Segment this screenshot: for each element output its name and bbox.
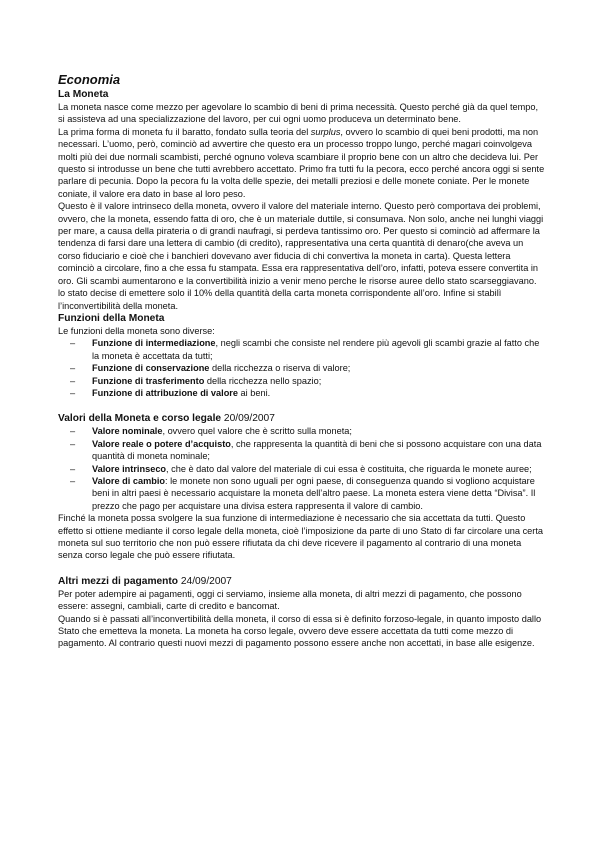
list-item-term: Valore di cambio <box>92 475 166 486</box>
paragraph-corso-legale: Finché la moneta possa svolgere la sua funzione di intermediazione è necessario che sia accettata da tutti. Questo effetto si ottiene mediante il corso legale della moneta, cioè l’imposizione da parte di uno Stato di far circolare una certa moneta sul suo territorio che non può essere rifiutata da chi deve ricevere il pagamento al contrario di una moneta senza corso legale che può essere rifiutata. <box>58 513 544 561</box>
paragraph-moneta-1: La moneta nasce come mezzo per agevolare lo scambio di beni di prima necessità. Questo perché già da quel tempo, si assisteva ad una specializzazione del lavoro, per cui ogni uomo produceva un determinato bene. <box>58 102 539 125</box>
list-item-text: , che è dato dal valore del materiale di cui essa è costituita, che riguarda le monete auree; <box>166 463 532 474</box>
spacer <box>58 399 546 412</box>
list-item-text: , ovvero quel valore che è scritto sulla moneta; <box>162 426 352 437</box>
list-item <box>92 375 546 387</box>
list-item <box>92 387 546 399</box>
section-date: 20/09/2007 <box>223 413 275 425</box>
list-item-text: della ricchezza nello spazio; <box>204 375 322 386</box>
section-heading-altri <box>58 575 546 588</box>
section-heading-funzioni: Funzioni della Moneta <box>58 312 165 324</box>
list-item-term: Funzione di intermediazione <box>92 338 216 349</box>
list-item-term: Funzione di trasferimento <box>92 375 205 386</box>
list-item-term: Valore nominale <box>92 426 163 437</box>
paragraph-altri-1: Per poter adempire ai pagamenti, oggi ci serviamo, insieme alla moneta, di altri mezzi di pagamento, che possono essere: assegni, cambiali, carte di credito e bancomat. <box>58 588 522 612</box>
paragraph-moneta-3: Questo è il valore intrinseco della moneta, ovvero il valore del materiale interno. Questo però comportava dei problemi, ovvero, che la moneta, essendo fatta di oro, che è un materiale duttile, si consumava. Non solo, anche nei lunghi viaggi per mare, a causa della pirateria o di grandi naufragi, si perdeva tantissimo oro. Per questo si cominciò ad affermare la tendenza di farsi dare una lettera di cambio (di credito), rappresentativa una certa quantità di denaro(che aveva un corso fiduciario e cioè che i banchieri dovevano aver fiducia di chi convertiva la moneta in carta). Questa lettera cominciò a circolare, fino a che essa fu stampata. Essa era rappresentativa dell’oro, infatti, poteva essere convertita in oro. Gli scambi aumentarono e la convertibilità inizio a venir meno perche le risorse auree dello stato scarseggiavano. lo stato decise di emettere solo il 10% della quantità della carta moneta corrispondente all’oro. Infine si stabilì l’inconvertibilità della moneta. <box>58 201 544 311</box>
paragraph-moneta-2 <box>58 126 546 200</box>
section-heading-valori-text: Valori della Moneta e corso legale <box>58 413 222 425</box>
list-item <box>92 425 546 437</box>
spacer <box>58 562 546 575</box>
document-title: Economia <box>58 72 121 87</box>
section-heading-moneta: La Moneta <box>58 89 109 100</box>
list-item-text: , negli scambi che consiste nel rendere più agevoli gli scambi grazie al fatto che la moneta è accettata da tutti; <box>92 338 540 361</box>
paragraph-altri-2: Quando si è passati all’inconvertibilità della moneta, il corso di essa si è definito forzoso-legale, in quanto imposto dallo Stato che emetteva la moneta. La moneta ha corso legale, ovvero deve essere accettata da tutti come mezzo di pagamento. Al contrario questi nuovi mezzi di pagamento possono essere anche non accettati, in base alle esigenze. <box>58 613 542 649</box>
list-valori <box>58 425 546 512</box>
list-item <box>92 438 546 463</box>
paragraph-moneta-2-a: La prima forma di moneta fu il baratto, fondato sulla teoria del <box>58 126 311 137</box>
list-item-text: : le monete non sono uguali per ogni paese, di conseguenza quando si vogliono acquistare beni in altri paesi è necessario acquistare la moneta dell’altro paese. La moneta estera viene detta “Divisa”. Il prezzo che pago per acquistare una divisa estera rappresenta il valore di cambio. <box>92 475 536 511</box>
list-funzioni <box>58 337 546 399</box>
list-item-text: ai beni. <box>238 387 271 398</box>
section-heading-altri-text: Altri mezzi di pagamento <box>58 575 179 587</box>
paragraph-moneta-2-b: , ovvero lo scambio di quei beni prodotti, ma non necessari. L’uomo, però, cominciò ad avvertire che questo era un processo troppo lungo, perché magari coinvolgeva molti più dei due normali scambisti, perché ognuno voleva scambiare il proprio bene con un altro che decideva lui. Per questo si introdusse un bene che tutti avrebbero accettato. Primo fra tutti fu la pecora, ecco perché ancora oggi si sente parlare di pecunia. Dopo la pecora fu la volta delle spezie, dei metalli preziosi e delle monete coniate. Per le monete coniate, il valore era dato in base al loro peso. <box>58 126 545 199</box>
list-item <box>92 337 546 362</box>
list-item-text: della ricchezza o riserva di valore; <box>209 363 351 374</box>
list-item-text: , che rappresenta la quantità di beni che si possono acquistare con una data quantità di moneta nominale; <box>92 438 542 462</box>
list-item <box>92 475 546 512</box>
section-heading-valori <box>58 412 546 425</box>
section-date: 24/09/2007 <box>180 575 232 587</box>
list-item-term: Valore reale o potere d’acquisto <box>92 438 231 449</box>
list-item-term: Funzione di conservazione <box>92 363 210 374</box>
list-item-term: Funzione di attribuzione di valore <box>92 387 238 398</box>
list-item <box>92 463 546 475</box>
list-item <box>92 362 546 374</box>
paragraph-funzioni-intro: Le funzioni della moneta sono diverse: <box>58 325 215 336</box>
list-item-term: Valore intrinseco <box>92 463 167 474</box>
surplus-term: surplus <box>310 126 341 137</box>
